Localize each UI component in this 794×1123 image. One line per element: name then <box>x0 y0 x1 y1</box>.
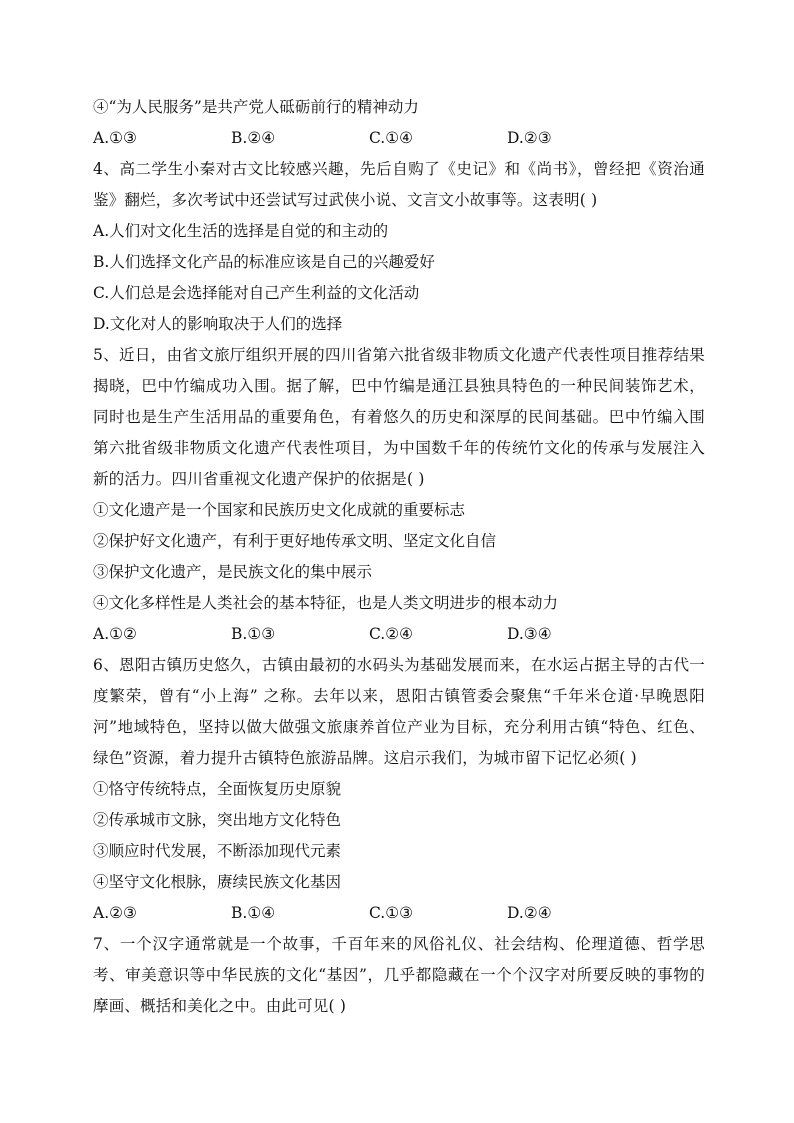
choice-b[interactable]: B.人们选择文化产品的标准应该是自己的兴趣爱好 <box>93 253 435 271</box>
option-a[interactable]: A.②③ <box>93 904 137 922</box>
choice-c[interactable]: C.人们总是会选择能对自己产生利益的文化活动 <box>93 284 420 302</box>
answer-options <box>93 619 705 650</box>
statement-4: ④文化多样性是人类社会的基本特征，也是人类文明进步的根本动力 <box>93 594 559 612</box>
option-c[interactable]: C.①③ <box>369 904 414 922</box>
option-a[interactable]: A.①③ <box>93 129 137 147</box>
option-d[interactable]: D.②④ <box>507 904 552 922</box>
statement-3: ③顺应时代发展，不断添加现代元素 <box>93 842 342 860</box>
option-d[interactable]: D.③④ <box>507 625 552 643</box>
statement-1: ①恪守传统特点，全面恢复历史原貌 <box>93 780 342 798</box>
option-a[interactable]: A.①② <box>93 625 137 643</box>
question-stem: 4、高二学生小秦对古文比较感兴趣，先后自购了《史记》和《尚书》，曾经把《资治通鉴》翻烂，多次考试中还尝试写过武侠小说、文言文小故事等。这表明( ) <box>93 160 705 209</box>
question-4 <box>93 154 705 340</box>
statement-3: ③保护文化遗产，是民族文化的集中展示 <box>93 563 373 581</box>
answer-options <box>93 123 705 154</box>
question-6 <box>93 650 705 929</box>
option-c[interactable]: C.①④ <box>369 129 414 147</box>
exam-page <box>93 92 705 1022</box>
statement-4: ④坚守文化根脉，赓续民族文化基因 <box>93 873 342 891</box>
statement-1: ①文化遗产是一个国家和民族历史文化成就的重要标志 <box>93 501 466 519</box>
option-b[interactable]: B.②④ <box>231 129 276 147</box>
option-b[interactable]: B.①④ <box>231 904 276 922</box>
statement-2: ②保护好文化遗产，有利于更好地传承文明、坚定文化自信 <box>93 532 497 550</box>
option-b[interactable]: B.①③ <box>231 625 276 643</box>
question-7 <box>93 929 705 1022</box>
choice-a[interactable]: A.人们对文化生活的选择是自觉的和主动的 <box>93 222 389 240</box>
option-c[interactable]: C.②④ <box>369 625 414 643</box>
question-stem: 5、近日，由省文旅厅组织开展的四川省第六批省级非物质文化遗产代表性项目推荐结果揭晓，巴中竹编成功入围。据了解，巴中竹编是通江县独具特色的一种民间装饰艺术，同时也是生产生活用品的重要角色，有着悠久的历史和深厚的民间基础。巴中竹编入围第六批省级非物质文化遗产代表性项目，为中国数千年的传统竹文化的传承与发展注入新的活力。四川省重视文化遗产保护的依据是( ) <box>93 346 705 488</box>
question-stem: 7、一个汉字通常就是一个故事，千百年来的风俗礼仪、社会结构、伦理道德、哲学思考、审美意识等中华民族的文化“基因”，几乎都隐藏在一个个汉字对所要反映的事物的摩画、概括和美化之中。由此可见( ) <box>93 935 705 1015</box>
question-stem: 6、恩阳古镇历史悠久，古镇由最初的水码头为基础发展而来，在水运占据主导的古代一度繁荣，曾有“小上海” 之称。去年以来，恩阳古镇管委会聚焦“千年米仓道·早晚恩阳河”地域特色，坚持以做大做强文旅康养首位产业为目标，充分利用古镇“特色、红色、绿色”资源，着力提升古镇特色旅游品牌。这启示我们，为城市留下记忆必须( ) <box>93 656 705 767</box>
question-3 <box>93 92 705 154</box>
choice-d[interactable]: D.文化对人的影响取决于人们的选择 <box>93 315 343 333</box>
question-5 <box>93 340 705 650</box>
option-d[interactable]: D.②③ <box>507 129 552 147</box>
statement-2: ②传承城市文脉，突出地方文化特色 <box>93 811 342 829</box>
statement-4: ④“为人民服务”是共产党人砥砺前行的精神动力 <box>93 98 419 116</box>
answer-options <box>93 898 705 929</box>
